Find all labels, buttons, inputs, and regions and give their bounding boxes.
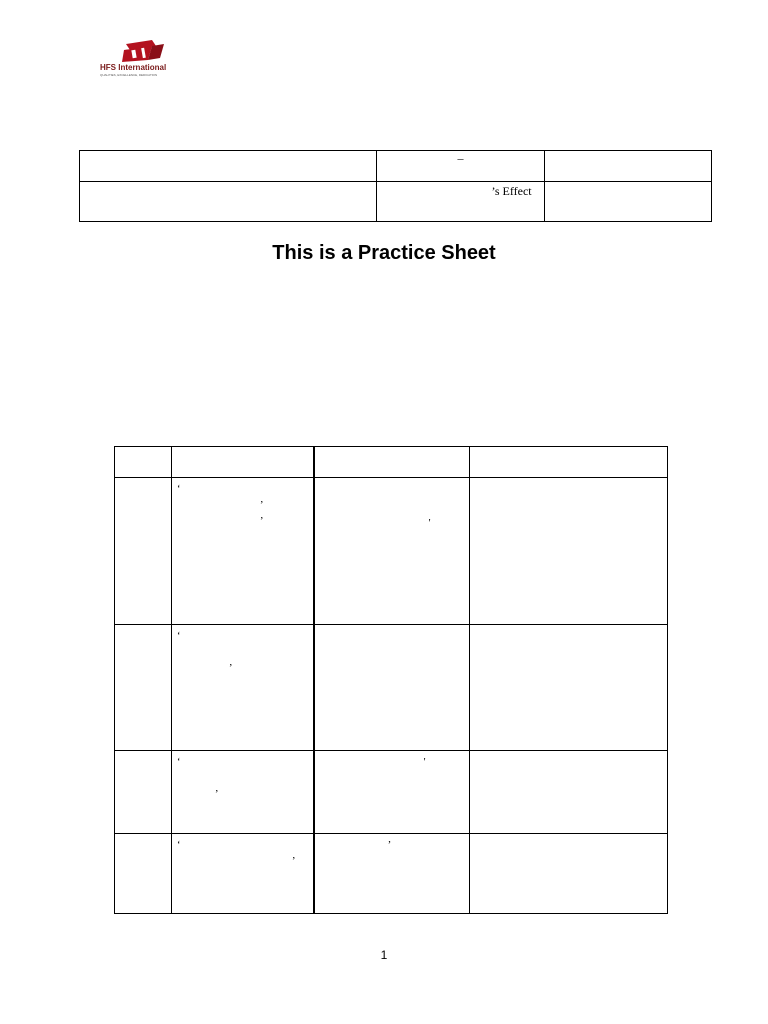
table-cell — [470, 478, 668, 625]
tick-mark: ' — [428, 517, 431, 529]
logo-tagline: QUALITIES, EXCELLENCE, DEDICATION — [100, 73, 158, 77]
quote-mark: ’ — [291, 855, 296, 867]
table-row — [115, 751, 668, 834]
table-row — [115, 625, 668, 751]
header-cell: – — [377, 151, 544, 182]
table-cell — [470, 751, 668, 834]
table-cell — [171, 834, 313, 914]
table-cell — [115, 751, 172, 834]
quote-mark: ‘ — [176, 839, 181, 851]
table-cell — [115, 625, 172, 751]
practice-table — [114, 446, 668, 914]
table-cell — [115, 447, 172, 478]
quote-mark: ’ — [228, 662, 233, 674]
quote-mark: ‘ — [176, 756, 181, 768]
table-cell — [470, 834, 668, 914]
table-cell — [314, 447, 470, 478]
table-cell — [314, 625, 470, 751]
table-cell — [171, 751, 313, 834]
header-row — [80, 151, 712, 182]
quote-mark: ’ — [259, 499, 264, 511]
header-cell — [544, 151, 711, 182]
header-row — [80, 182, 712, 222]
table-cell — [171, 447, 313, 478]
table-cell — [314, 478, 470, 625]
header-cell — [80, 151, 377, 182]
header-cell: ’s Effect — [377, 182, 544, 222]
page-title: This is a Practice Sheet — [272, 242, 496, 264]
quote-mark: ’ — [214, 788, 219, 800]
table-cell — [115, 478, 172, 625]
logo-company-name: HFS International — [100, 63, 167, 72]
header-cell — [544, 182, 711, 222]
quote-mark: ’ — [387, 839, 392, 851]
table-cell — [115, 834, 172, 914]
table-cell — [171, 478, 313, 625]
table-row — [115, 478, 668, 625]
page-number: 1 — [380, 948, 388, 962]
quote-mark: ‘ — [176, 630, 181, 642]
quote-mark: ’ — [259, 515, 264, 527]
quote-mark: ‘ — [176, 483, 181, 495]
table-cell — [314, 834, 470, 914]
header-table — [79, 150, 712, 222]
table-cell — [314, 751, 470, 834]
table-cell — [470, 447, 668, 478]
tick-mark: ' — [423, 756, 426, 768]
table-cell — [171, 625, 313, 751]
table-cell — [470, 625, 668, 751]
table-row — [115, 834, 668, 914]
header-cell — [80, 182, 377, 222]
table-header-row — [115, 447, 668, 478]
